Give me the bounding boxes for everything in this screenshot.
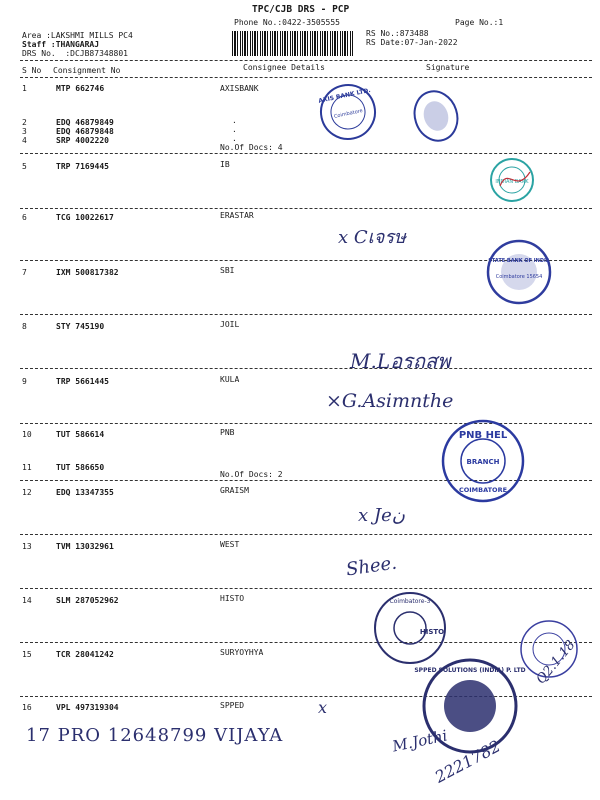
- row-consignment: TUT 586650: [56, 463, 105, 472]
- histo-stamp: [372, 590, 448, 666]
- row-sno: 6: [22, 213, 27, 222]
- row-consignment: SLM 287052962: [56, 596, 119, 605]
- handwritten-signature: x Jeن: [358, 505, 405, 526]
- row-consignment: MTP 662746: [56, 84, 105, 93]
- row-consignee: AXISBANK: [220, 84, 259, 93]
- stamp-text: HISTO: [419, 628, 445, 636]
- row-consignee: ERASTAR: [220, 211, 254, 220]
- row-sno: 3: [22, 127, 27, 136]
- row-consignee: SPPED: [220, 701, 245, 710]
- divider: [20, 77, 592, 78]
- staff: Staff :THANGARAJ: [22, 40, 100, 49]
- stamp-text: SPPED SOLUTIONS (INDIA) P. LTD: [414, 667, 526, 674]
- handwritten-signature: Q2.1.18: [533, 637, 579, 688]
- row-sno: 12: [22, 488, 32, 497]
- doc-count: No.Of Docs: 4: [220, 143, 283, 152]
- handwritten-entry-17: 17 PRO 12648799 VIJAYA: [26, 725, 284, 746]
- divider: [20, 642, 592, 643]
- sbi-stamp: [485, 238, 553, 306]
- row-sno: 10: [22, 430, 32, 439]
- row-sno: 8: [22, 322, 27, 331]
- column-consignee: Consignee Details: [243, 63, 325, 72]
- row-consignee: KULA: [220, 375, 240, 384]
- rs-date: RS Date:07-Jan-2022: [366, 38, 458, 47]
- row-consignee: HISTO: [220, 594, 245, 603]
- divider: [20, 60, 592, 61]
- divider: [20, 153, 592, 154]
- stamp-text: Coimbatore 15654: [495, 274, 543, 280]
- row-sno: 11: [22, 463, 32, 472]
- row-consignment: TVM 13032961: [56, 542, 114, 551]
- divider: [20, 208, 592, 209]
- row-consignee: GRAISM: [220, 486, 249, 495]
- row-sno: 14: [22, 596, 32, 605]
- handwritten-signature: M.Lอรถสพ: [350, 349, 451, 373]
- row-sno: 1: [22, 84, 27, 93]
- stamp-text: PNB HEL: [458, 430, 508, 441]
- handwritten-signature: x Cเจรษ: [338, 227, 406, 248]
- handwritten-signature: M.Jothi: [390, 726, 449, 756]
- row-consignee: PNB: [220, 428, 235, 437]
- area: Area :LAKSHMI MILLS PC4: [22, 31, 133, 40]
- sheet-title: TPC/CJB DRS - PCP: [252, 4, 350, 15]
- row-sno: 15: [22, 650, 32, 659]
- row-consignment: TCG 10022617: [56, 213, 114, 222]
- divider: [20, 534, 592, 535]
- row-consignment: SRP 4002220: [56, 136, 109, 145]
- row-consignee: .: [232, 116, 237, 125]
- row-sno: 16: [22, 703, 32, 712]
- row-consignment: TRP 7169445: [56, 162, 109, 171]
- row-sno: 5: [22, 162, 27, 171]
- stamp-text: STATE BANK OF INDIA: [488, 258, 550, 264]
- row-consignment: EDQ 46879848: [56, 127, 114, 136]
- axis-bank-stamp-2: [405, 82, 468, 150]
- divider: [20, 368, 592, 369]
- row-consignment: IXM 500817382: [56, 268, 119, 277]
- row-sno: 13: [22, 542, 32, 551]
- row-consignment: EDQ 13347355: [56, 488, 114, 497]
- row-sno: 4: [22, 136, 27, 145]
- stamp-text: Coimbatore-3: [389, 598, 431, 605]
- stamp-text: Coimbatore: [333, 107, 364, 120]
- column-consignment: Consignment No: [53, 66, 121, 75]
- column-signature: Signature: [426, 63, 470, 72]
- doc-count: No.Of Docs: 2: [220, 470, 283, 479]
- row-consignment: EDQ 46879849: [56, 118, 114, 127]
- divider: [20, 588, 592, 589]
- stamp-text: COIMBATORE: [458, 486, 508, 494]
- rs-number: RS No.:873488: [366, 29, 429, 38]
- row-consignee: JOIL: [220, 320, 240, 329]
- row-consignee: SBI: [220, 266, 235, 275]
- row-consignee: IB: [220, 160, 230, 169]
- handwritten-signature: Shee.: [344, 552, 399, 581]
- row-consignment: TUT 586614: [56, 430, 105, 439]
- row-sno: 7: [22, 268, 27, 277]
- handwritten-signature: x: [318, 698, 328, 717]
- phone-number: Phone No.:0422-3505555: [234, 18, 340, 27]
- barcode-image: [232, 31, 354, 56]
- handwritten-number: 2221782: [431, 736, 504, 787]
- stamp-text: INDIAN BANK: [495, 179, 529, 185]
- page-number: Page No.:1: [455, 18, 504, 27]
- row-sno: 9: [22, 377, 27, 386]
- drs-number: DRS No. :DCJB87348801: [22, 49, 128, 58]
- row-consignee: .: [232, 125, 237, 134]
- stamp-text: BRANCH: [466, 458, 500, 466]
- handwritten-signature: ×G.Asimnthe: [326, 390, 454, 412]
- indian-bank-stamp: [480, 156, 544, 204]
- row-consignee: WEST: [220, 540, 240, 549]
- row-consignment: TRP 5661445: [56, 377, 109, 386]
- row-consignment: TCR 28041242: [56, 650, 114, 659]
- row-sno: 2: [22, 118, 27, 127]
- stamp-text: AXIS BANK LTD.: [317, 86, 372, 105]
- row-consignee: SURYOYHYA: [220, 648, 264, 657]
- axis-bank-stamp: [312, 76, 383, 147]
- row-consignment: STY 745190: [56, 322, 105, 331]
- pnb-stamp: [440, 418, 526, 504]
- row-consignment: VPL 497319304: [56, 703, 119, 712]
- row-consignee: .: [232, 134, 237, 143]
- divider: [20, 314, 592, 315]
- column-sno: S No: [22, 66, 42, 75]
